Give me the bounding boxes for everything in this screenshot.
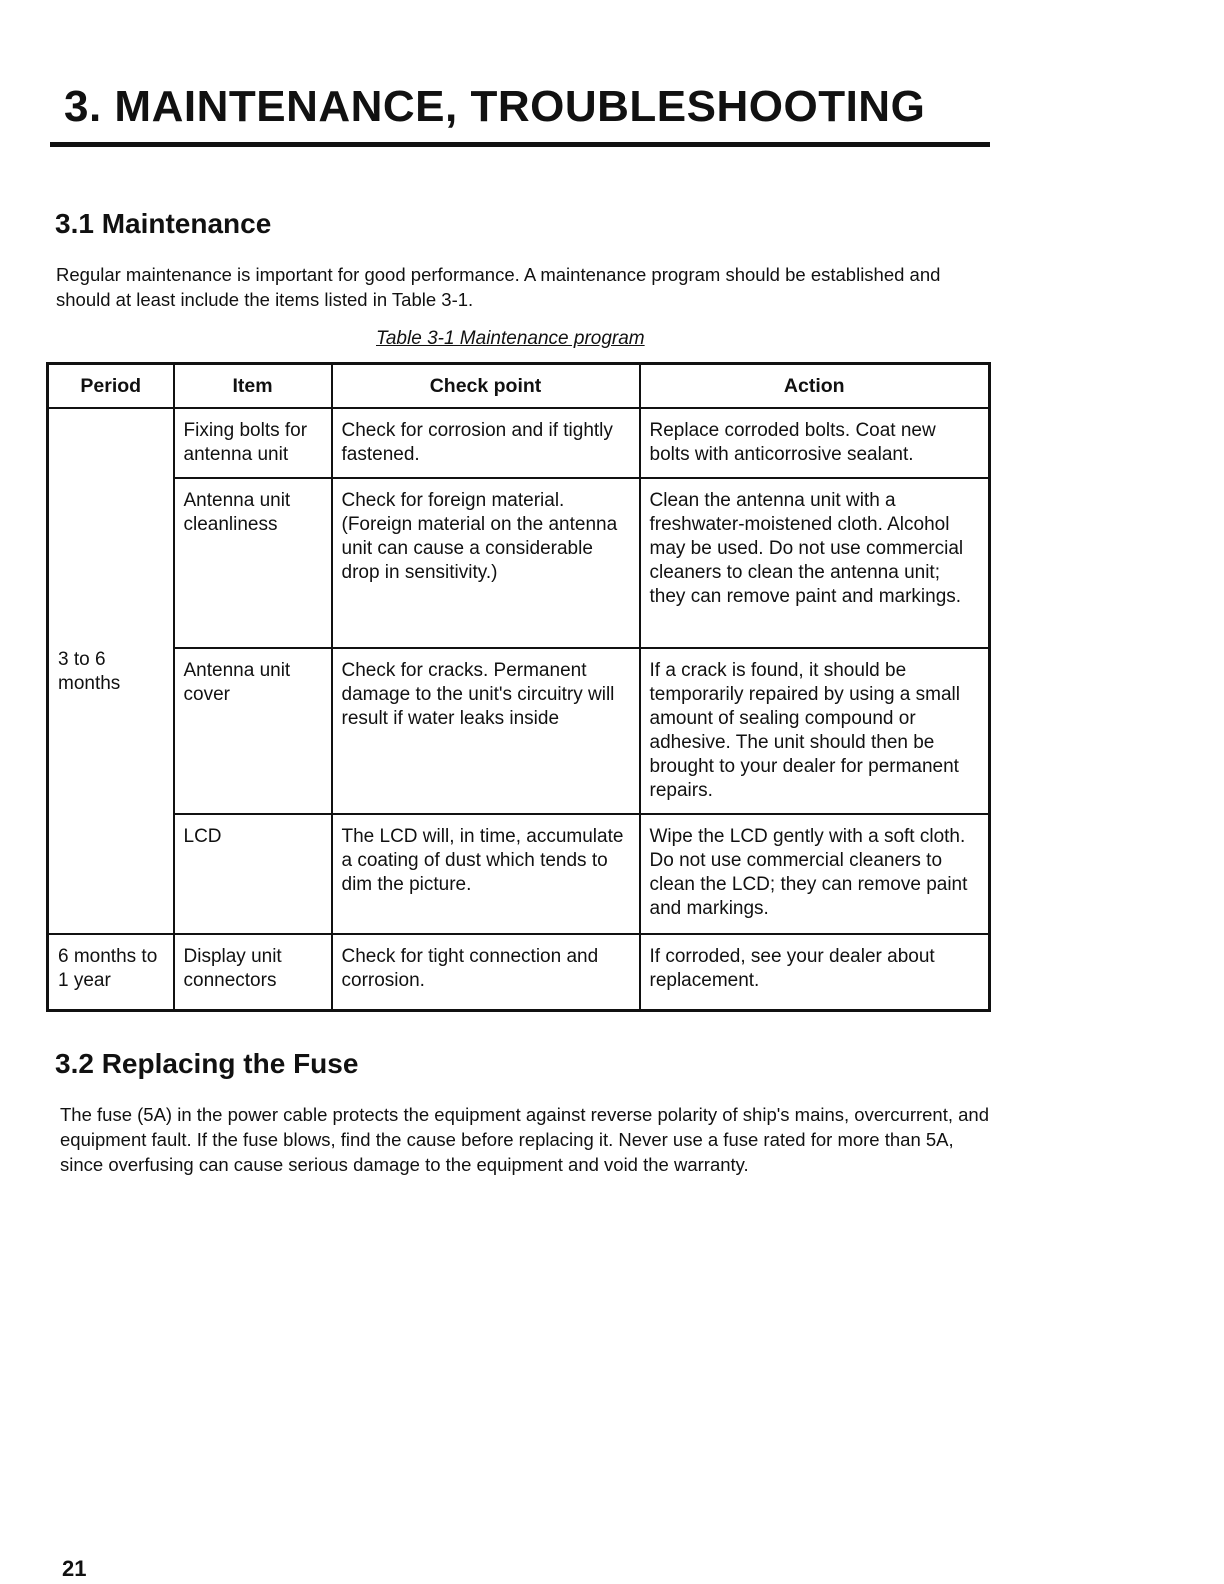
table-row — [48, 814, 990, 934]
chapter-title: 3. MAINTENANCE, TROUBLESHOOTING — [64, 82, 926, 131]
item-cell: Antenna unit cover — [174, 648, 332, 814]
item-cell: Display unit connectors — [174, 934, 332, 1010]
check-cell: The LCD will, in time, accumulate a coating of dust which tends to dim the picture. — [332, 814, 640, 934]
table-row — [48, 408, 990, 478]
item-cell: Antenna unit cleanliness — [174, 478, 332, 648]
header-action: Action — [640, 364, 990, 409]
period-cell: 3 to 6 months — [48, 408, 174, 934]
table-header-row — [48, 364, 990, 409]
fuse-body: The fuse (5A) in the power cable protects the equipment against reverse polarity of ship's mains, overcurrent, and equipment fault. If the fuse blows, find the cause before replacing it. Never use a fuse rated for more than 5A, since overfusing can cause serious damage to the equipment and void the warranty. — [60, 1104, 990, 1175]
check-cell: Check for corrosion and if tightly fastened. — [332, 408, 640, 478]
header-period: Period — [48, 364, 174, 409]
check-cell: Check for foreign material. (Foreign material on the antenna unit can cause a considerable drop in sensitivity.) — [332, 478, 640, 648]
page-number: 21 — [62, 1556, 87, 1581]
maintenance-table — [46, 362, 991, 1012]
action-cell: Wipe the LCD gently with a soft cloth. Do not use commercial cleaners to clean the LCD; they can remove paint and markings. — [640, 814, 990, 934]
table-row — [48, 478, 990, 648]
item-cell: LCD — [174, 814, 332, 934]
table-row — [48, 648, 990, 814]
table-caption: Table 3-1 Maintenance program — [376, 328, 645, 349]
check-cell: Check for tight connection and corrosion. — [332, 934, 640, 1010]
period-cell: 6 months to 1 year — [48, 934, 174, 1010]
check-cell: Check for cracks. Permanent damage to the unit's circuitry will result if water leaks inside — [332, 648, 640, 814]
header-item: Item — [174, 364, 332, 409]
header-check-point: Check point — [332, 364, 640, 409]
action-cell: If a crack is found, it should be temporarily repaired by using a small amount of sealing compound or adhesive. The unit should then be brought to your dealer for permanent repairs. — [640, 648, 990, 814]
section-fuse-title: 3.2 Replacing the Fuse — [55, 1048, 359, 1079]
action-cell: Clean the antenna unit with a freshwater-moistened cloth. Alcohol may be used. Do not use commercial cleaners to clean the antenna unit; they can remove paint and markings. — [640, 478, 990, 648]
section-maintenance-title: 3.1 Maintenance — [55, 208, 272, 239]
action-cell: Replace corroded bolts. Coat new bolts with anticorrosive sealant. — [640, 408, 990, 478]
maintenance-intro: Regular maintenance is important for good performance. A maintenance program should be established and should at least include the items listed in Table 3-1. — [56, 264, 941, 310]
table-row — [48, 934, 990, 1010]
action-cell: If corroded, see your dealer about replacement. — [640, 934, 990, 1010]
chapter-title-rule — [50, 142, 990, 147]
item-cell: Fixing bolts for antenna unit — [174, 408, 332, 478]
